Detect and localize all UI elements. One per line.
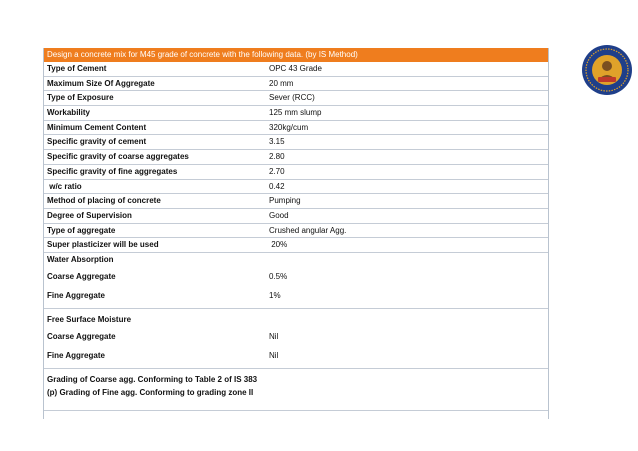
row-label: Type of aggregate: [47, 225, 116, 235]
row-value: Nil: [269, 350, 279, 360]
table-row: [44, 91, 548, 106]
row-value: Nil: [269, 331, 279, 341]
table-row: [44, 194, 548, 209]
row-label: Type of Cement: [47, 64, 107, 73]
row-value: 3.15: [269, 137, 285, 147]
row-label: Coarse Aggregate: [47, 271, 116, 281]
row-label: Workability: [47, 108, 90, 118]
table-header: Design a concrete mix for M45 grade of concrete with the following data. (by IS Method): [44, 48, 548, 62]
surface-moisture-section: [44, 309, 548, 369]
row-value: 2.70: [269, 166, 285, 176]
row-label: Super plasticizer will be used: [47, 240, 159, 250]
row-label: Fine Aggregate: [47, 290, 105, 300]
row-value: 1%: [269, 290, 281, 300]
list-item: [44, 346, 548, 365]
section-title: Free Surface Moisture: [47, 314, 132, 324]
row-value: 320kg/cum: [269, 122, 309, 132]
row-label: Degree of Supervision: [47, 210, 132, 220]
row-label: Specific gravity of fine aggregates: [47, 166, 178, 176]
table-row: [44, 77, 548, 92]
empty-row: [44, 411, 548, 419]
row-value: Sever (RCC): [269, 93, 315, 103]
row-value: 20 mm: [269, 78, 294, 88]
list-item: [44, 327, 548, 346]
table-row: [44, 238, 548, 253]
table-row: [44, 150, 548, 165]
table-row: [44, 209, 548, 224]
row-label: Fine Aggregate: [47, 350, 105, 360]
section-title: Water Absorption: [47, 254, 114, 264]
list-item: [44, 267, 548, 286]
row-label: Coarse Aggregate: [47, 331, 116, 341]
row-value: 2.80: [269, 152, 285, 162]
row-label: Minimum Cement Content: [47, 122, 147, 132]
row-value: 20%: [269, 240, 288, 250]
grading-fine-text: (p) Grading of Fine agg. Conforming to grading zone II: [47, 387, 254, 397]
row-label: Specific gravity of coarse aggregates: [47, 152, 189, 162]
row-value: Crushed angular Agg.: [269, 225, 347, 235]
grading-section: [44, 369, 548, 411]
table-row: [44, 165, 548, 180]
table-row: [44, 62, 548, 77]
row-label: w/c ratio: [47, 181, 82, 191]
grading-coarse-text: Grading of Coarse agg. Conforming to Table 2 of IS 383: [47, 374, 258, 384]
table-row: [44, 106, 548, 121]
row-label: Specific gravity of cement: [47, 137, 147, 147]
row-label: Maximum Size Of Aggregate: [47, 78, 155, 88]
row-value: 0.5%: [269, 271, 288, 281]
row-label: Type of Exposure: [47, 93, 114, 103]
row-value: 0.42: [269, 181, 285, 191]
row-value: Good: [269, 210, 289, 220]
college-seal-logo: [581, 44, 633, 96]
table-row: [44, 121, 548, 136]
table-row: [44, 180, 548, 195]
mix-design-table: [43, 48, 549, 419]
row-label: Method of placing of concrete: [47, 196, 161, 206]
row-value: 125 mm slump: [269, 108, 322, 118]
table-row: [44, 135, 548, 150]
list-item: [44, 286, 548, 305]
table-row: [44, 224, 548, 239]
water-absorption-section: [44, 253, 548, 309]
row-value: Pumping: [269, 196, 301, 206]
row-value: OPC 43 Grade: [269, 64, 322, 73]
